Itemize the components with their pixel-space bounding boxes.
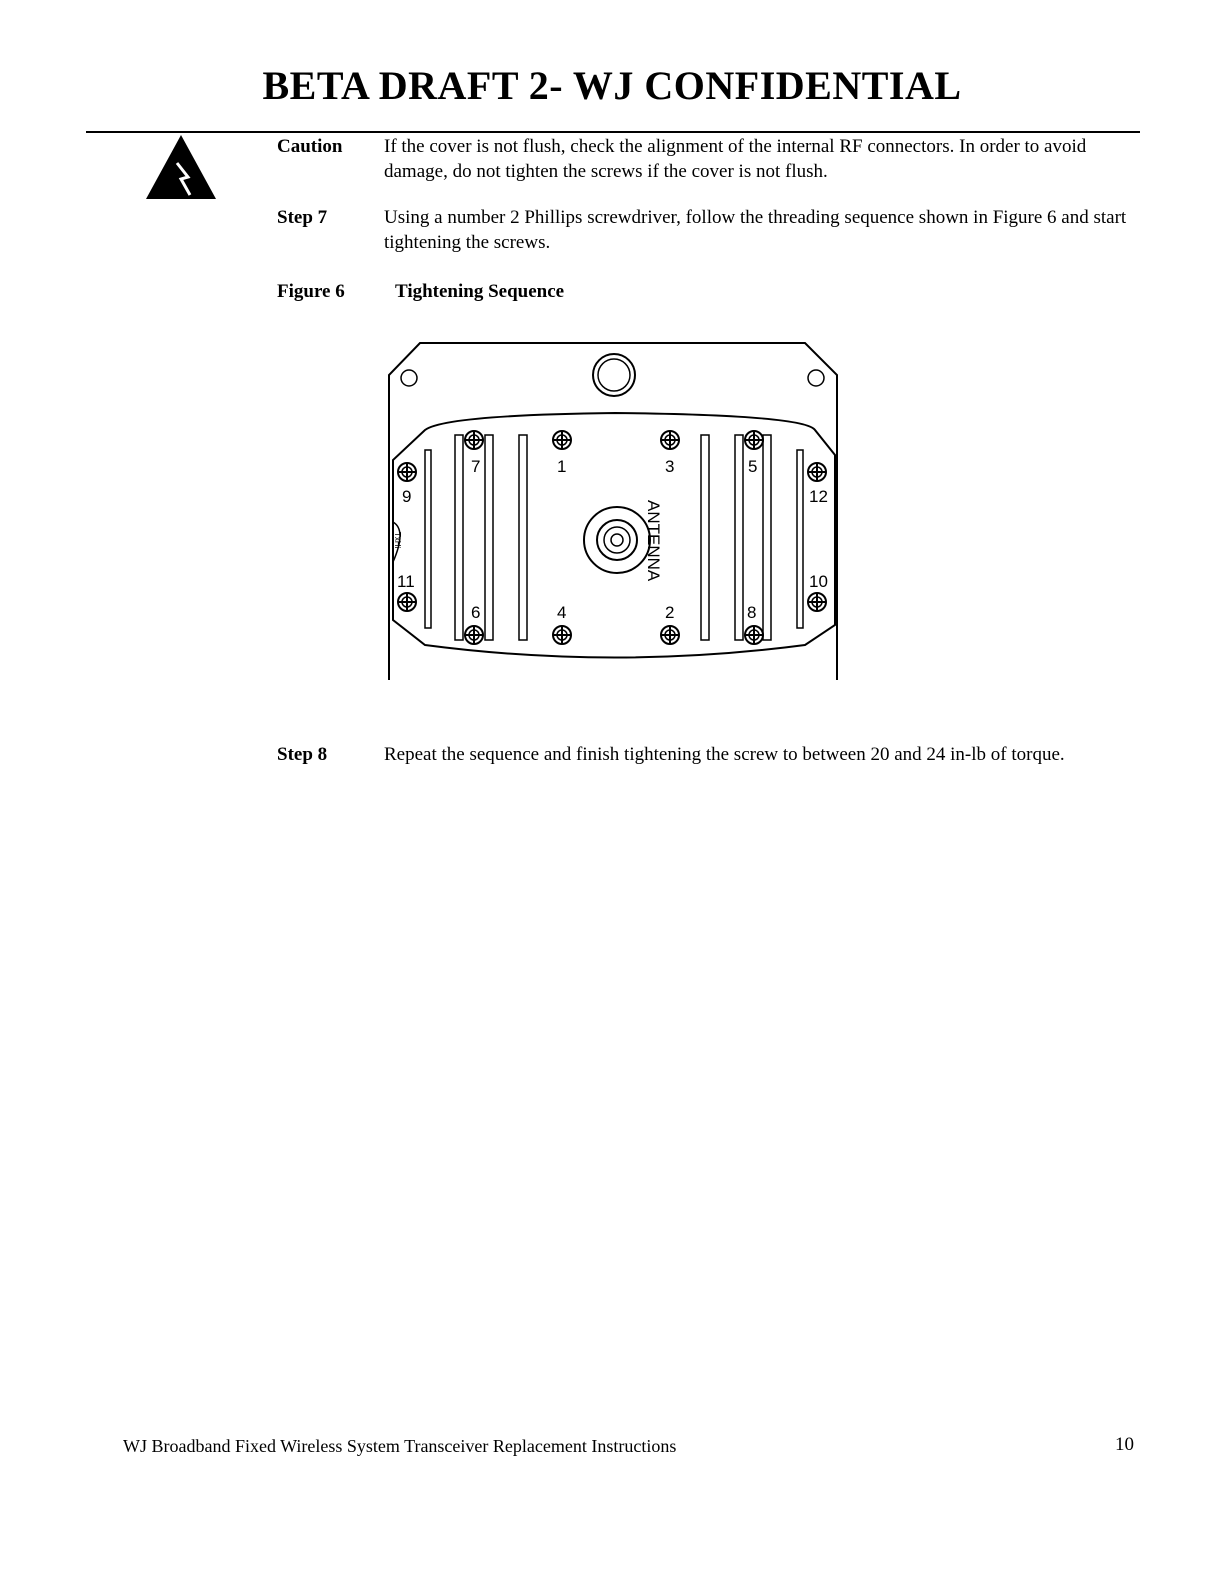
antenna-label: ANTENNA [644, 500, 663, 582]
warning-icon [144, 133, 218, 201]
screw-3 [661, 431, 679, 449]
step8-label: Step 8 [277, 744, 328, 765]
screw-1 [553, 431, 571, 449]
screw-5 [745, 431, 763, 449]
footer-doc-title: WJ Broadband Fixed Wireless System Transceiver Replacement Instructions [123, 1436, 677, 1456]
screw-4 [553, 626, 571, 644]
screw-label-7: 7 [471, 457, 481, 476]
step8-text: Repeat the sequence and finish tightening the screw to between 20 and 24 in-lb of torque. [384, 744, 1065, 765]
screw-label-8: 8 [747, 603, 757, 622]
screw-10 [808, 593, 826, 611]
screw-11 [398, 593, 416, 611]
caution-label: Caution [277, 136, 343, 157]
txhi-label: TxHi [393, 532, 402, 549]
screw-label-2: 2 [665, 603, 675, 622]
screw-label-6: 6 [471, 603, 481, 622]
screw-label-12: 12 [809, 487, 828, 506]
screw-12 [808, 463, 826, 481]
screw-2 [661, 626, 679, 644]
screw-9 [398, 463, 416, 481]
screw-8 [745, 626, 763, 644]
footer-page-number: 10 [1115, 1434, 1134, 1455]
caution-text: If the cover is not flush, check the alignment of the internal RF connectors. In order to avoid damage, do not tighten the screws if the cover is not flush. [384, 136, 1087, 182]
step7-text: Using a number 2 Phillips screwdriver, follow the threading sequence shown in Figure 6 and start tightening the screws. [384, 207, 1127, 253]
page-title: BETA DRAFT 2- WJ CONFIDENTIAL [262, 63, 962, 108]
screw-label-11: 11 [397, 572, 415, 591]
step7-label: Step 7 [277, 207, 328, 228]
screw-label-9: 9 [402, 487, 412, 506]
figure-title: Tightening Sequence [395, 281, 565, 302]
screw-6 [465, 626, 483, 644]
tightening-sequence-diagram [385, 340, 845, 685]
figure-label: Figure 6 [277, 281, 345, 302]
screw-label-1: 1 [557, 457, 567, 476]
screw-label-5: 5 [748, 457, 758, 476]
screw-label-4: 4 [557, 603, 567, 622]
header-rule [86, 131, 1140, 133]
screw-7 [465, 431, 483, 449]
screw-label-10: 10 [809, 572, 828, 591]
screw-label-3: 3 [665, 457, 675, 476]
